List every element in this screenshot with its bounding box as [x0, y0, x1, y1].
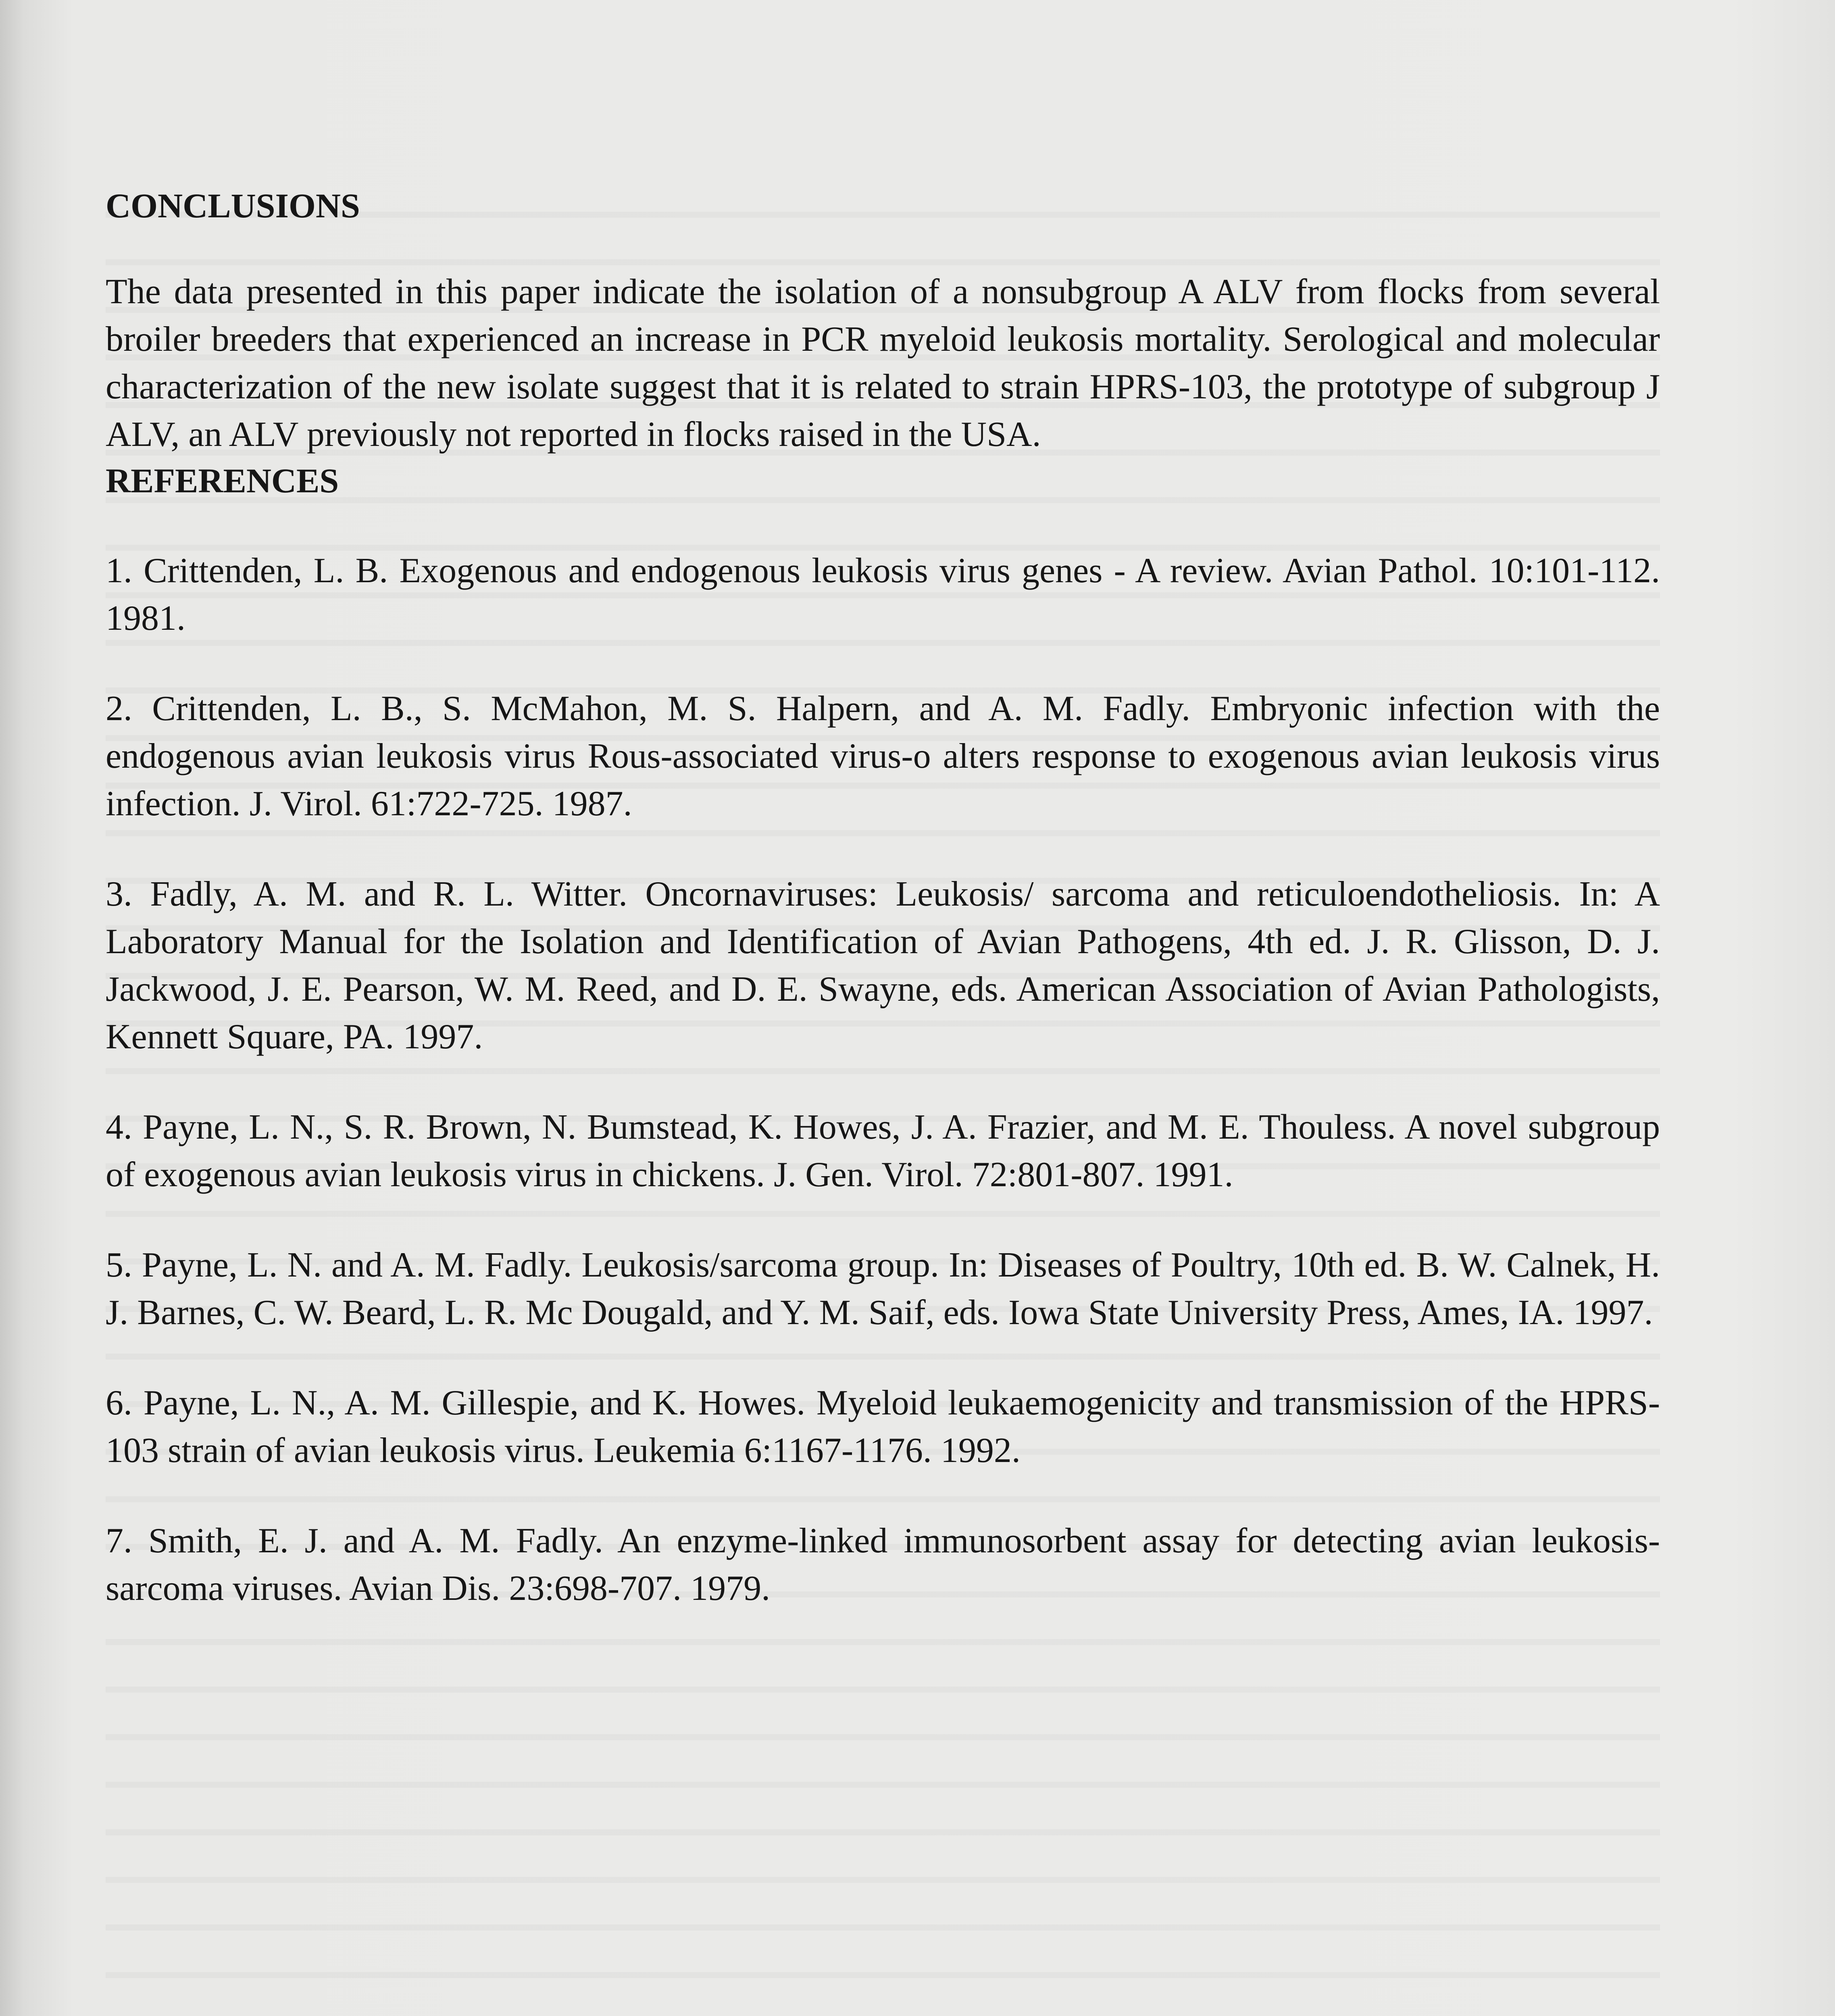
reference-item: 1. Crittenden, L. B. Exogenous and endogenous leukosis virus genes - A review. Avian Pathol. 10:101-112. 1981.	[106, 551, 1660, 638]
conclusions-paragraph: The data presented in this paper indicate the isolation of a nonsubgroup A ALV from flocks from several broiler breeders that experienced an increase in PCR myeloid leukosis mortality. Serological and molecular characterization of the new isolate suggest that it is related to strain HPRS-103, the prototype of subgroup J ALV, an ALV previously not reported in flocks raised in the USA.	[106, 272, 1660, 454]
reference-item: 7. Smith, E. J. and A. M. Fadly. An enzyme-linked immunosorbent assay for detecting avian leukosis-sarcoma viruses. Avian Dis. 23:698-707. 1979.	[106, 1521, 1660, 1608]
conclusions-heading: CONCLUSIONS	[106, 186, 360, 225]
reference-item: 6. Payne, L. N., A. M. Gillespie, and K. Howes. Myeloid leukaemogenicity and transmission of the HPRS-103 strain of avian leukosis virus. Leukemia 6:1167-1176. 1992.	[106, 1383, 1660, 1470]
reference-item: 5. Payne, L. N. and A. M. Fadly. Leukosis/sarcoma group. In: Diseases of Poultry, 10th ed. B. W. Calnek, H. J. Barnes, C. W. Beard, L. R. Mc Dougald, and Y. M. Saif, eds. Iowa State University Press, Ames, IA. 1997.	[106, 1245, 1660, 1332]
reference-item: 4. Payne, L. N., S. R. Brown, N. Bumstead, K. Howes, J. A. Frazier, and M. E. Thouless. A novel subgroup of exogenous avian leukosis virus in chickens. J. Gen. Virol. 72:801-807. 1991.	[106, 1108, 1660, 1194]
references-section	[106, 458, 1660, 1612]
reference-list	[106, 547, 1660, 1612]
reference-item: 3. Fadly, A. M. and R. L. Witter. Oncornaviruses: Leukosis/ sarcoma and reticuloendotheliosis. In: A Laboratory Manual for the Isolation and Identification of Avian Pathogens, 4th ed. J. R. Glisson, D. J. Jackwood, J. E. Pearson, W. M. Reed, and D. E. Swayne, eds. American Association of Avian Pathologists, Kennett Square, PA. 1997.	[106, 875, 1660, 1056]
reference-item: 2. Crittenden, L. B., S. McMahon, M. S. Halpern, and A. M. Fadly. Embryonic infection with the endogenous avian leukosis virus Rous-associated virus-o alters response to exogenous avian leukosis virus infection. J. Virol. 61:722-725. 1987.	[106, 689, 1660, 823]
conclusions-section	[106, 183, 1660, 458]
page-content	[106, 183, 1660, 1612]
references-heading: REFERENCES	[106, 461, 339, 500]
